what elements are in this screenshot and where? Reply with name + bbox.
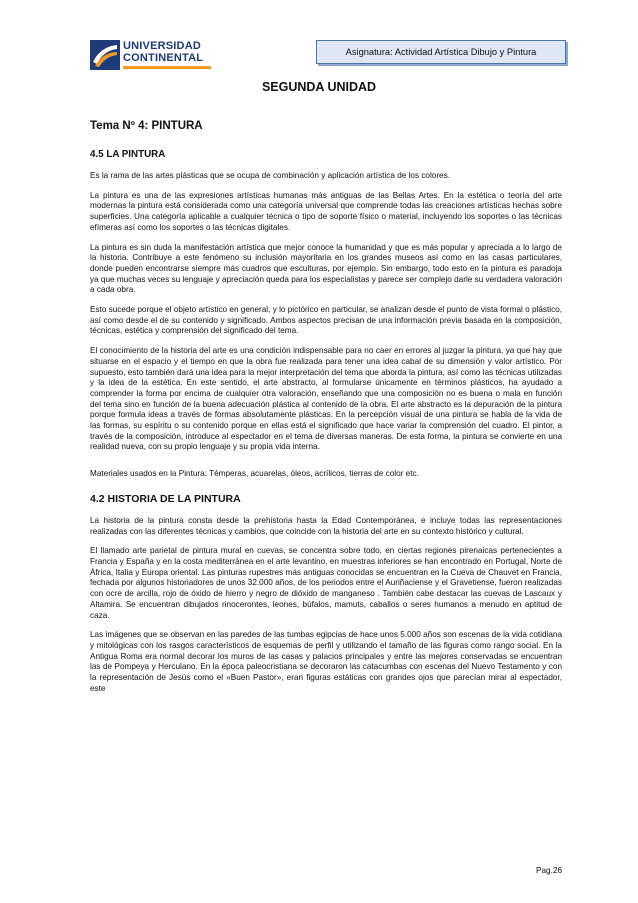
paragraph: La historia de la pintura consta desde la prehistoria hasta la Edad Contemporánea, e incluye todas las representaciones realizadas con las diferentes técnicas y cambios, que coincide con la historia del arte en su contexto histórico y cultural. <box>90 515 562 536</box>
logo-line-1: UNIVERSIDAD <box>123 40 201 52</box>
university-emblem-icon <box>90 40 120 70</box>
section-heading-historia: 4.2 HISTORIA DE LA PINTURA <box>90 492 241 505</box>
logo-accent-bar <box>123 66 211 69</box>
logo-line-2: CONTINENTAL <box>123 52 204 64</box>
paragraph: Las imágenes que se observan en las paredes de las tumbas egipcias de hace unos 5.000 años son escenas de la vida cotidiana y mitológicas con los rasgos característicos de esquemas de perfil y utilizando el tamaño de las figuras como rango social. En la Antigua Roma era normal decorar los muros de las casas y palacios principales y entre las mejores conservadas se encuentran las de Pompeya y Herculano. En la época paleocristiana se decoraron las catacumbas con escenas del Nuevo Testamento y con la representación de Jesús como el «Buen Pastor», eran figuras estáticas con grandes ojos que parecían mirar al espectador, este <box>90 630 562 693</box>
paragraph: La pintura es una de las expresiones artísticas humanas más antiguas de las Bellas Artes. En la estética o teoría del arte modernas la pintura está considerada como una categoría universal que comprende todas las creaciones artísticas hechas sobre superficies. Una categoría aplicable a cualquier técnica o tipo de soporte físico o material, incluyendo los soportes o las técnicas efímeras así como los soportes o las técnicas digitales. <box>90 190 562 232</box>
paragraph: Esto sucede porque el objeto artístico en general, y lo pictórico en particular, se analizan desde el punto de vista formal o plástico, así como desde el de su contenido y significado. Ambos aspectos precisan de una información previa basada en la composición, técnicas, estética y comprensión del significado del tema. <box>90 305 562 336</box>
document-body <box>90 120 562 703</box>
materials-paragraph: Materiales usados en la Pintura: Témperas, acuarelas, óleos, acrílicos, tierras de color etc. <box>90 469 419 479</box>
page-number: Pag.26 <box>536 866 562 875</box>
paragraph: El llamado arte parietal de pintura mural en cuevas, se concentra sobre todo, en ciertas regiones pirenaicas pertenecientes a Francia y España y en la costa mediterránea en el arte levantino, en muestras inferiores se han encontrado en Portugal, Norte de África, Italia y Europa oriental. Las pinturas rupestres más antiguas conocidas se encuentran en la Cueva de Chauvet en Francia, fechada por algunos historiadores de unos 32.000 años, de los periodos entre el Auriñaciense y el Gravetiense, fueron realizadas con ocre de arcilla, rojo de óxido de hierro y negro de dióxido de manganeso . También cabe destacar las cuevas de Lascaux y Altamira. Se encuentran dibujados rinocerontes, leones, búfalos, mamuts, caballos o seres humanos a menudo en aptitud de caza. <box>90 546 562 620</box>
topic-title: Tema Nº 4: PINTURA <box>90 120 203 132</box>
subject-label: Asignatura: Actividad Artística Dibujo y Pintura <box>316 40 566 64</box>
unit-title: SEGUNDA UNIDAD <box>261 80 377 94</box>
paragraph: Es la rama de las artes plásticas que se ocupa de combinación y aplicación artística de los colores. <box>90 171 450 180</box>
paragraph: El conocimiento de la historia del arte es una condición indispensable para no caer en errores al juzgar la pintura, ya que hay que situarse en el espacio y el tiempo en que la obra fue realizada para tener una idea cabal de su dimensión y valor artístico. Por supuesto, esto también dará una idea para la mejor interpretación del tema que aborda la pintura, así como las técnicas utilizadas y la idea de la estética. En este sentido, el arte abstracto, al formularse únicamente en términos plásticos, ha ayudado a comprender la forma por encima de cualquier otra valoración, enseñando que una composición no es buena o mala en función del tema sino en función de la buena adecuación plástica al contenido de la obra. El arte abstracto es la depuración de la pintura porque formula ideas a través de formas absolutamente plásticas. En la percepción visual de una pintura se habla de la vida de las formas, su espíritu o su contenido porque en ellas está el significado que hace variar la comprensión del cuadro. El pintor, a través de la composición, introduce al espectador en el tema de diversas maneras. De esta forma, la pintura se convierte en una realidad nueva, con su propio lenguaje y su propia vida interna. <box>90 346 562 452</box>
section-heading-la-pintura: 4.5 LA PINTURA <box>90 149 166 160</box>
university-logo <box>90 36 214 74</box>
paragraph: La pintura es sin duda la manifestación artística que mejor conoce la humanidad y que es más popular y apreciada a lo largo de la historia. Contribuye a este fenómeno su inclusión mayoritaria en los grandes museos así como en las casas particulares, donde pueden encontrarse siempre más cuadros que esculturas, por ejemplo. Sin embargo, todo esto en la pintura es paradoja ya que muchas veces su lenguaje y apreciación queda para los especialistas y parece ser complejo darle su verdadera valoración a cada obra. <box>90 242 562 295</box>
